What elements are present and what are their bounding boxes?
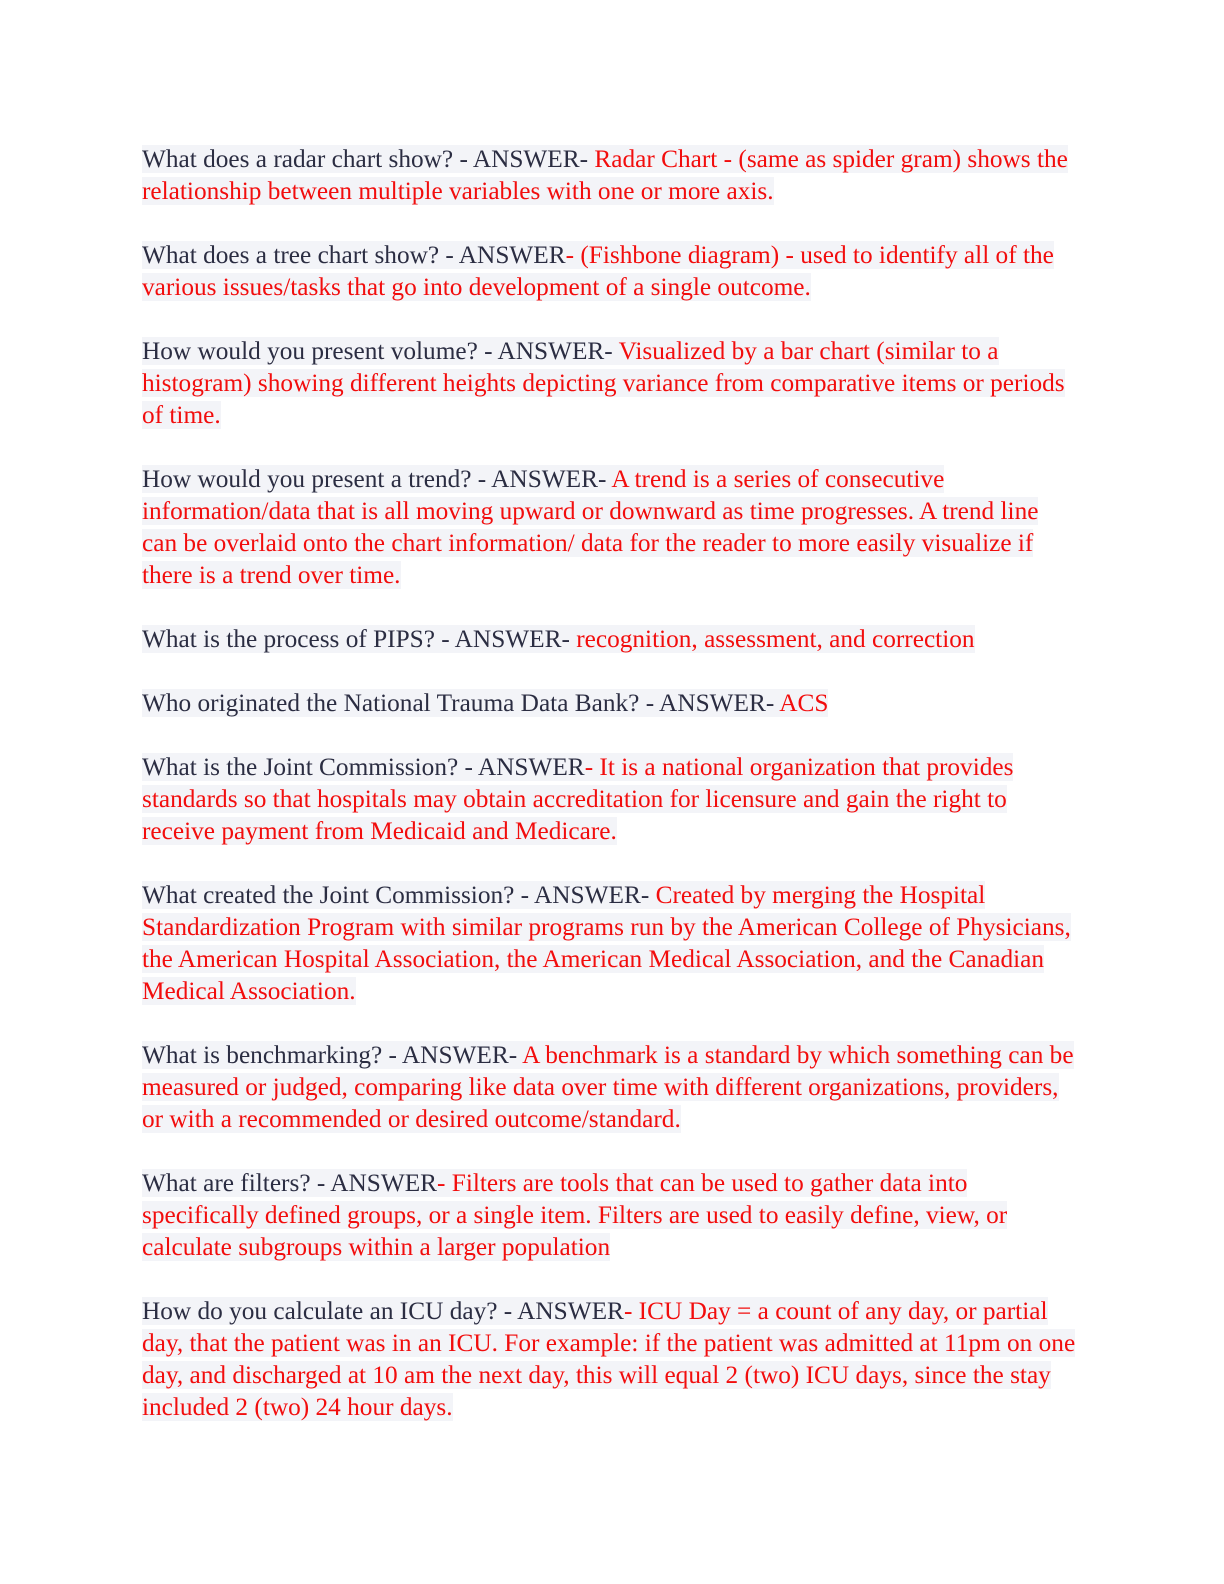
qa-item xyxy=(142,623,1077,655)
qa-item xyxy=(142,1167,1077,1263)
qa-item xyxy=(142,143,1077,207)
question-text: Who originated the National Trauma Data Bank? - ANSWER- xyxy=(142,689,780,717)
answer-text: - Filters are tools that can be used to gather data into specifically defined groups, or a single item. Filters are used to easily define, view, or calculate subgroups within a larger population xyxy=(142,1169,1008,1261)
question-text: What are filters? - ANSWER xyxy=(142,1169,438,1197)
answer-text: Radar Chart - (same as spider gram) shows the relationship between multiple variables with one or more axis. xyxy=(142,145,1068,205)
question-text: How would you present a trend? - ANSWER- xyxy=(142,465,612,493)
qa-item xyxy=(142,1039,1077,1135)
question-text: How do you calculate an ICU day? - ANSWER xyxy=(142,1297,624,1325)
answer-text: - (Fishbone diagram) - used to identify all of the various issues/tasks that go into development of a single outcome. xyxy=(142,241,1054,301)
qa-item xyxy=(142,879,1077,1007)
answer-text: - It is a national organization that provides standards so that hospitals may obtain accreditation for licensure and gain the right to receive payment from Medicaid and Medicare. xyxy=(142,753,1014,845)
answer-text: Created by merging the Hospital Standardization Program with similar programs run by the American College of Physicians, the American Hospital Association, the American Medical Association, and the Canadian Medical Association. xyxy=(142,881,1071,1005)
question-text: What created the Joint Commission? - ANSWER- xyxy=(142,881,656,909)
qa-list xyxy=(142,143,1077,1455)
answer-text: - ICU Day = a count of any day, or partial day, that the patient was in an ICU. For example: if the patient was admitted at 11pm on one day, and discharged at 10 am the next day, this will equal 2 (two) ICU days, since the stay included 2 (two) 24 hour days. xyxy=(142,1297,1076,1421)
qa-item xyxy=(142,335,1077,431)
answer-text: A trend is a series of consecutive information/data that is all moving upward or downward as time progresses. A trend line can be overlaid onto the chart information/ data for the reader to more easily visualize if there is a trend over time. xyxy=(142,465,1039,589)
qa-item xyxy=(142,687,1077,719)
question-text: How would you present volume? - ANSWER- xyxy=(142,337,619,365)
answer-text: Visualized by a bar chart (similar to a histogram) showing different heights depicting variance from comparative items or periods of time. xyxy=(142,337,1065,429)
answer-text: ACS xyxy=(779,689,829,717)
question-text: What is the Joint Commission? - ANSWER xyxy=(142,753,585,781)
qa-item xyxy=(142,1295,1077,1423)
question-text: What does a radar chart show? - ANSWER- xyxy=(142,145,595,173)
qa-item xyxy=(142,751,1077,847)
qa-item xyxy=(142,239,1077,303)
question-text: What is the process of PIPS? - ANSWER- xyxy=(142,625,577,653)
answer-text: A benchmark is a standard by which something can be measured or judged, comparing like data over time with different organizations, providers, or with a recommended or desired outcome/standard. xyxy=(142,1041,1074,1133)
answer-text: recognition, assessment, and correction xyxy=(576,625,975,653)
qa-item xyxy=(142,463,1077,591)
question-text: What does a tree chart show? - ANSWER xyxy=(142,241,566,269)
question-text: What is benchmarking? - ANSWER- xyxy=(142,1041,523,1069)
